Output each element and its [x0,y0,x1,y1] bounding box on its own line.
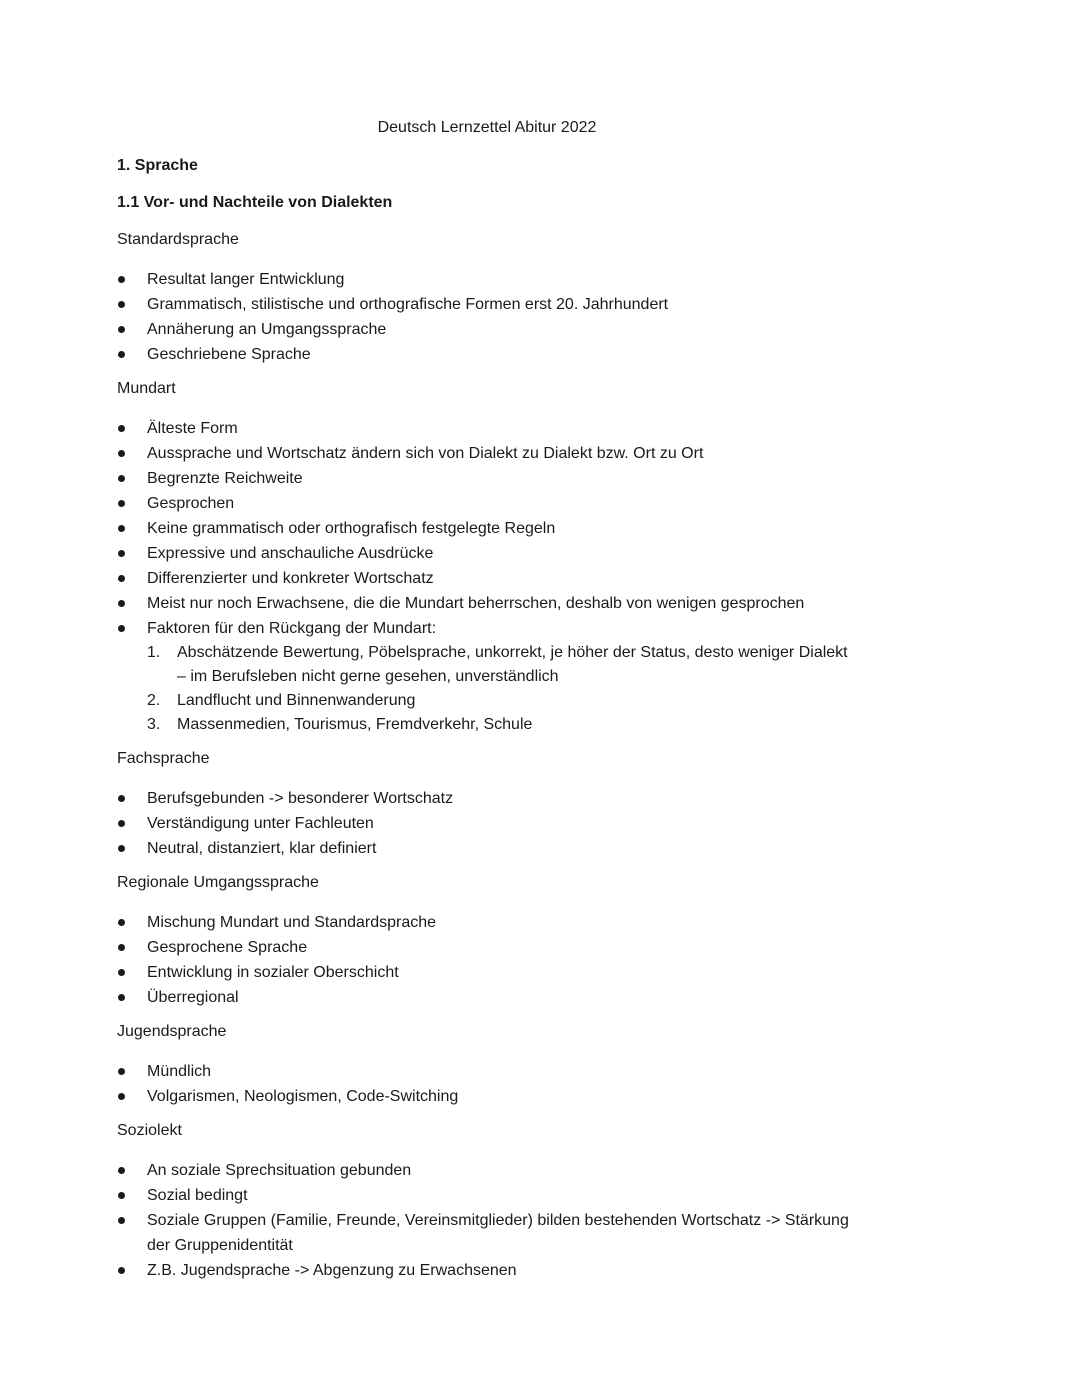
item-number: 3. [147,716,161,733]
numbered-item [147,713,857,737]
document-page [117,118,857,1295]
list-item: Soziale Gruppen (Familie, Freunde, Vereinsmitglieder) bilden bestehenden Wortschatz -> Stärkung der Gruppenidentität [117,1208,857,1258]
section-label-fachsprache: Fachsprache [117,750,210,767]
list-soziolekt [117,1158,857,1283]
section-label-soziolekt: Soziolekt [117,1122,182,1139]
list-item: Gesprochene Sprache [117,935,857,960]
list-item: Annäherung an Umgangssprache [117,317,857,342]
section-label-standardsprache: Standardsprache [117,231,239,248]
list-mundart [117,416,857,737]
list-item: Z.B. Jugendsprache -> Abgenzung zu Erwachsenen [117,1258,857,1283]
numbered-item [147,641,857,689]
list-item: Begrenzte Reichweite [117,466,857,491]
list-item: Neutral, distanziert, klar definiert [117,836,857,861]
list-item: Aussprache und Wortschatz ändern sich von Dialekt zu Dialekt bzw. Ort zu Ort [117,441,857,466]
item-number: 2. [147,692,161,709]
list-jugendsprache [117,1059,857,1109]
numbered-item [147,689,857,713]
list-item: Sozial bedingt [117,1183,857,1208]
document-title: Deutsch Lernzettel Abitur 2022 [377,119,597,136]
list-item: Resultat langer Entwicklung [117,267,857,292]
list-fachsprache [117,786,857,861]
list-item: Entwicklung in sozialer Oberschicht [117,960,857,985]
list-item: Überregional [117,985,857,1010]
list-item-factors [117,616,857,737]
section-label-jugendsprache: Jugendsprache [117,1023,227,1040]
heading-sprache: 1. Sprache [117,157,198,174]
factors-intro: Faktoren für den Rückgang der Mundart: [147,620,437,637]
list-item: Älteste Form [117,416,857,441]
list-item: An soziale Sprechsituation gebunden [117,1158,857,1183]
list-item: Expressive und anschauliche Ausdrücke [117,541,857,566]
list-item: Geschriebene Sprache [117,342,857,367]
section-label-mundart: Mundart [117,380,176,397]
list-item: Volgarismen, Neologismen, Code-Switching [117,1084,857,1109]
list-item: Mündlich [117,1059,857,1084]
list-item: Gesprochen [117,491,857,516]
item-text: Landflucht und Binnenwanderung [177,692,416,709]
list-item: Keine grammatisch oder orthografisch festgelegte Regeln [117,516,857,541]
item-text: Massenmedien, Tourismus, Fremdverkehr, Schule [177,716,533,733]
item-number: 1. [147,644,161,661]
list-item: Meist nur noch Erwachsene, die die Mundart beherrschen, deshalb von wenigen gesprochen [117,591,857,616]
list-regionale-umgangssprache [117,910,857,1010]
list-factors [147,641,857,737]
section-label-regionale-umgangssprache: Regionale Umgangssprache [117,874,319,891]
list-item: Mischung Mundart und Standardsprache [117,910,857,935]
item-text: Abschätzende Bewertung, Pöbelsprache, unkorrekt, je höher der Status, desto weniger Dialekt – im Berufsleben nicht gerne gesehen, unverständlich [177,644,848,685]
list-item: Grammatisch, stilistische und orthografische Formen erst 20. Jahrhundert [117,292,857,317]
list-item: Berufsgebunden -> besonderer Wortschatz [117,786,857,811]
heading-dialekte: 1.1 Vor- und Nachteile von Dialekten [117,194,393,211]
list-item: Verständigung unter Fachleuten [117,811,857,836]
list-item: Differenzierter und konkreter Wortschatz [117,566,857,591]
list-standardsprache [117,267,857,367]
